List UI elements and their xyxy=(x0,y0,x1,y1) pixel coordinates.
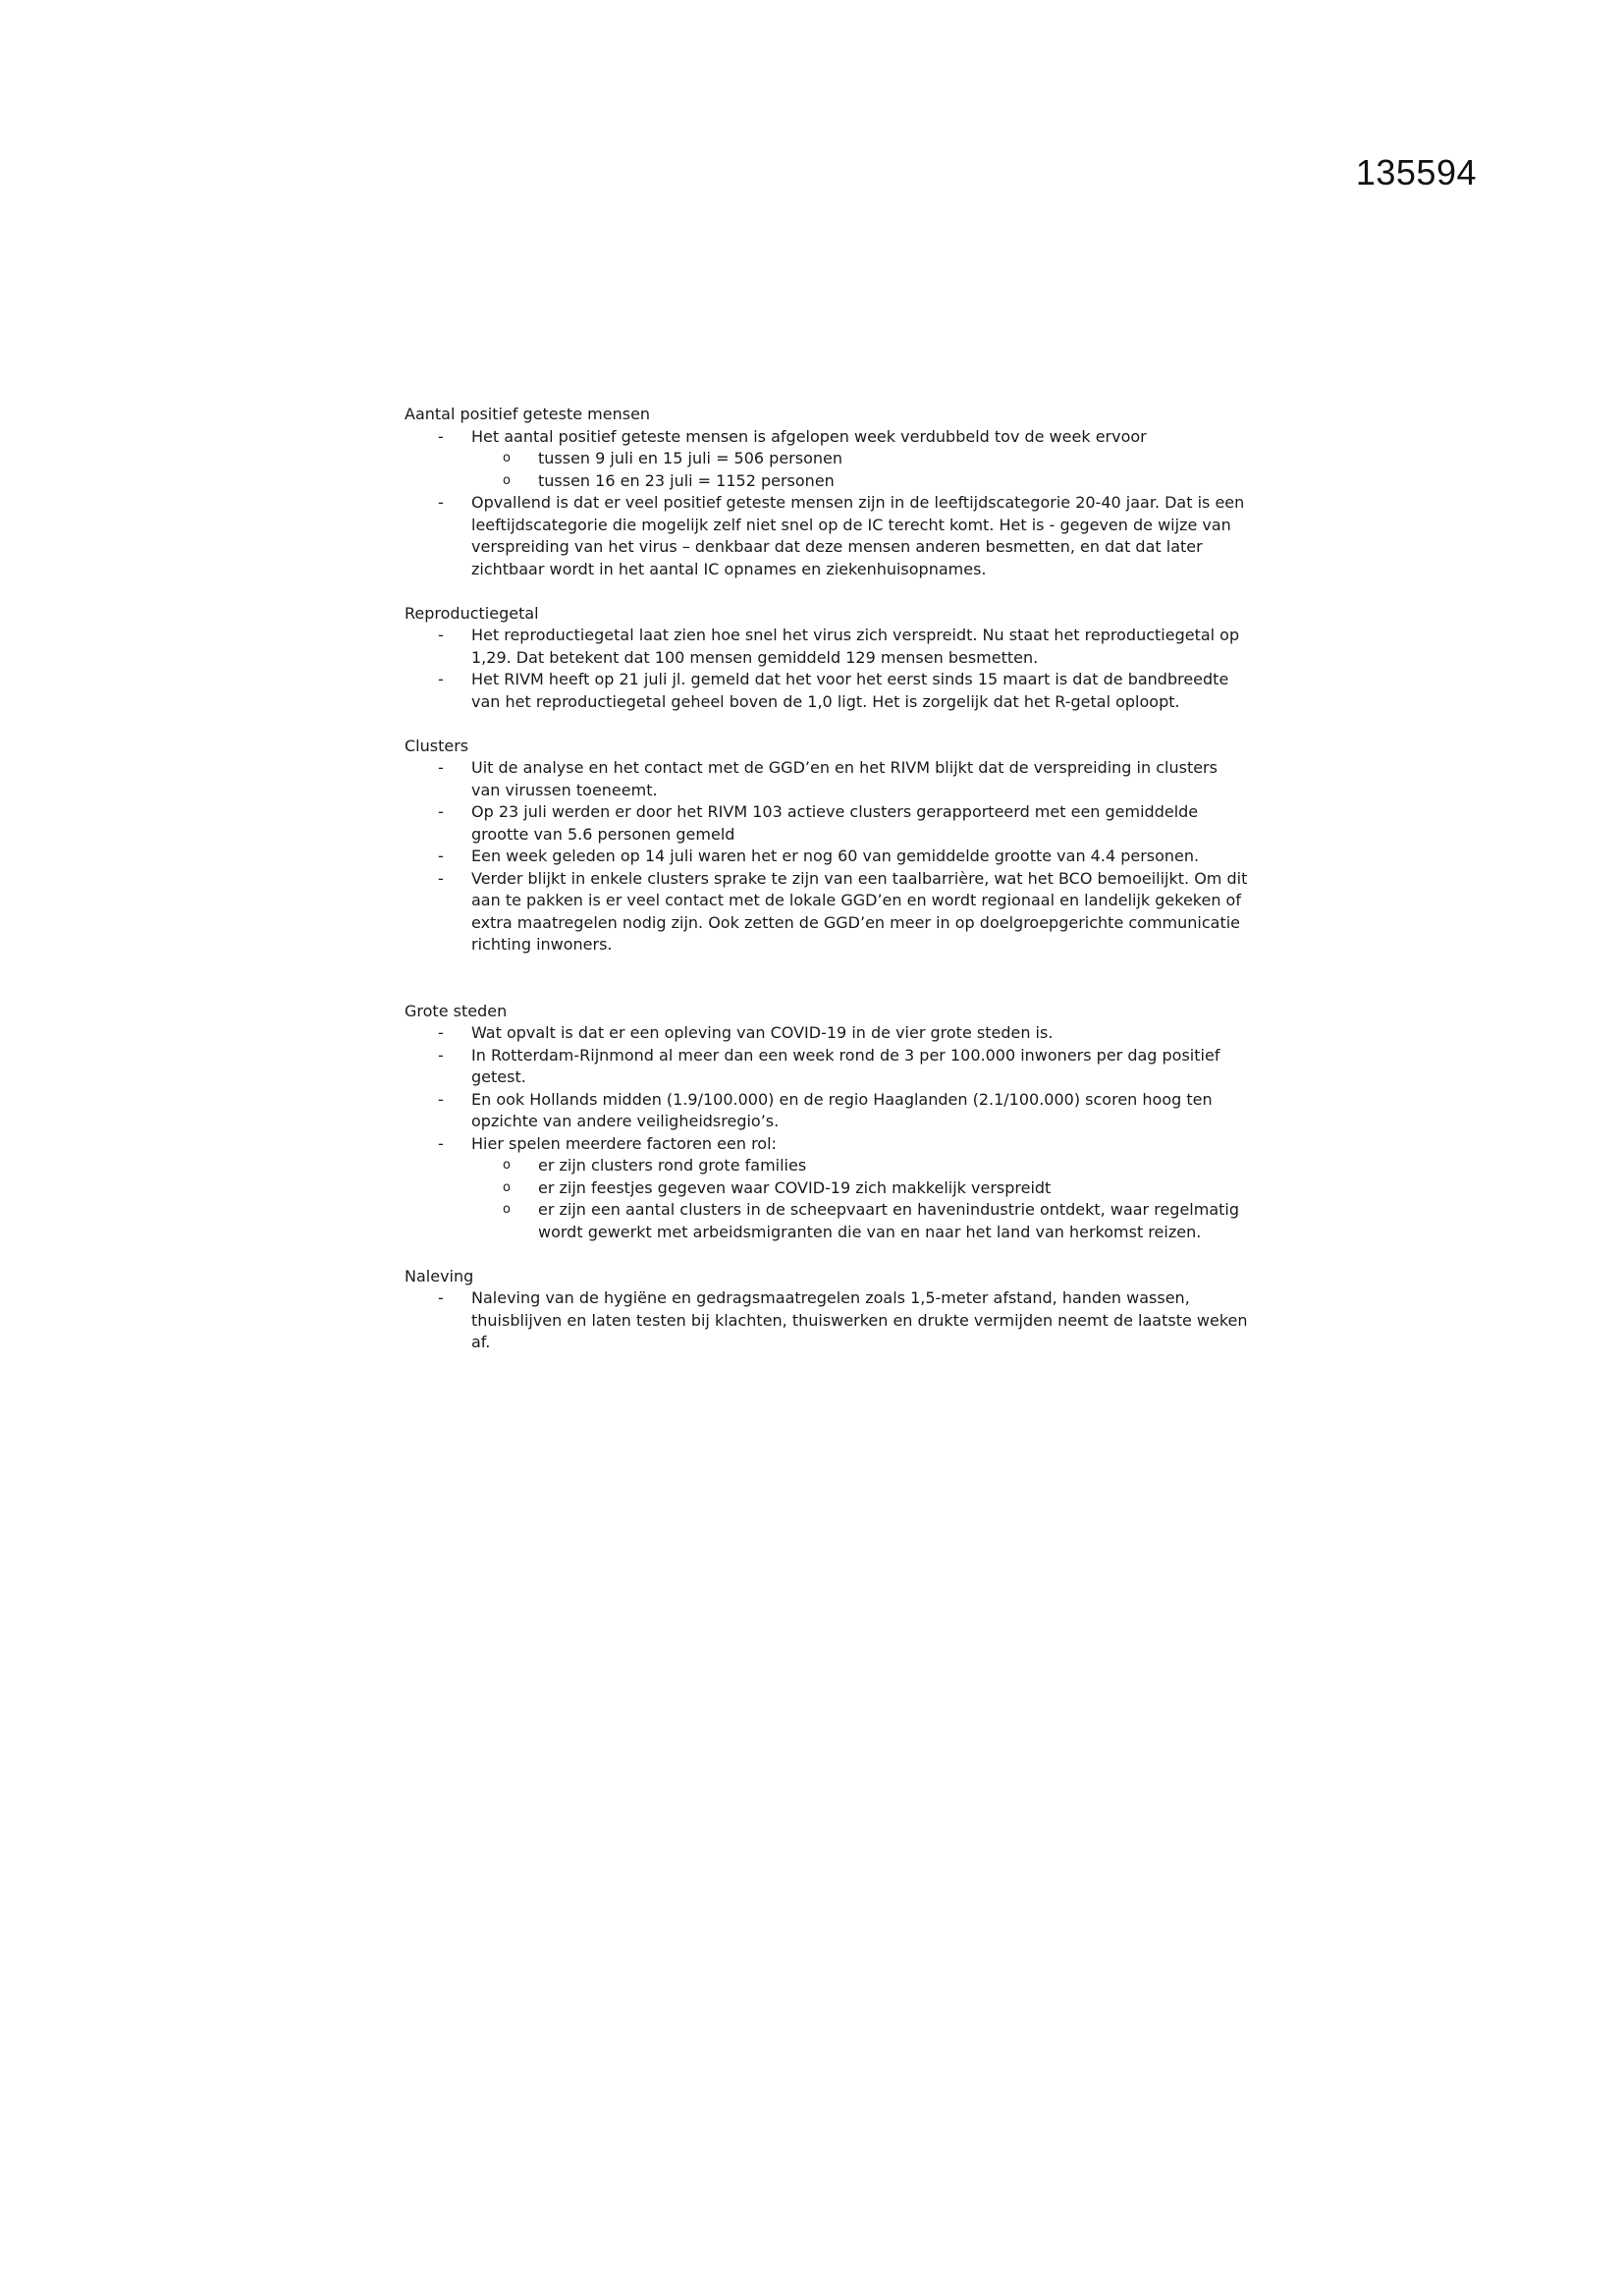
dash-bullet-icon: - xyxy=(438,1288,444,1307)
list-item-text: Uit de analyse en het contact met de GGD’en en het RIVM blijkt dat de verspreiding in clusters van virussen toeneemt. xyxy=(471,758,1218,799)
dash-bullet-icon: - xyxy=(438,670,444,688)
list-item xyxy=(405,1133,1249,1244)
list-item-text: Opvallend is dat er veel positief geteste mensen zijn in de leeftijdscategorie 20-40 jaar. Dat is een leeftijdscategorie die mogelijk zelf niet snel op de IC terecht komt. Het is - gegeven de wijze van verspreiding van het virus – denkbaar dat deze mensen anderen besmetten, en dat dat later zichtbaar wordt in het aantal IC opnames en ziekenhuisopnames. xyxy=(471,493,1245,578)
sub-list-item xyxy=(471,1199,1249,1243)
section-heading: Naleving xyxy=(405,1266,474,1285)
dash-bullet-icon: - xyxy=(438,802,444,821)
list-item-text: In Rotterdam-Rijnmond al meer dan een week rond de 3 per 100.000 inwoners per dag positief getest. xyxy=(471,1045,1220,1086)
sub-list-item-text: er zijn een aantal clusters in de scheepvaart en havenindustrie ontdekt, waar regelmatig wordt gewerkt met arbeidsmigranten die van en naar het land van herkomst reizen. xyxy=(538,1200,1239,1241)
list-item xyxy=(405,868,1249,957)
list-item xyxy=(405,1045,1249,1089)
section-reproductiegetal xyxy=(405,603,1249,714)
circle-bullet-icon: o xyxy=(503,1158,511,1173)
section-heading: Reproductiegetal xyxy=(405,603,539,623)
list-item xyxy=(405,625,1249,669)
bullet-list xyxy=(405,757,1249,957)
section-clusters xyxy=(405,736,1249,957)
dash-bullet-icon: - xyxy=(438,758,444,777)
sub-list-item-text: er zijn feestjes gegeven waar COVID-19 zich makkelijk verspreidt xyxy=(538,1177,1052,1197)
sub-list-item xyxy=(471,1177,1249,1200)
list-item xyxy=(405,492,1249,580)
list-item xyxy=(405,1022,1249,1045)
dash-bullet-icon: - xyxy=(438,1023,444,1042)
section-heading: Clusters xyxy=(405,736,469,755)
bullet-list xyxy=(405,1022,1249,1243)
sub-list-item xyxy=(471,470,1249,493)
list-item xyxy=(405,426,1249,493)
section-aantal-positief xyxy=(405,404,1249,580)
section-naleving xyxy=(405,1266,1249,1354)
sub-list-item-text: er zijn clusters rond grote families xyxy=(538,1156,807,1175)
dash-bullet-icon: - xyxy=(438,626,444,644)
list-item xyxy=(405,757,1249,801)
sub-list-item-text: tussen 9 juli en 15 juli = 506 personen xyxy=(538,449,843,467)
dash-bullet-icon: - xyxy=(438,1133,444,1153)
list-item-text: Wat opvalt is dat er een opleving van COVID-19 in de vier grote steden is. xyxy=(471,1023,1054,1042)
sub-list-item xyxy=(471,448,1249,470)
bullet-list xyxy=(405,625,1249,713)
list-item xyxy=(405,801,1249,846)
list-item-text: Op 23 juli werden er door het RIVM 103 actieve clusters gerapporteerd met een gemiddelde grootte van 5.6 personen gemeld xyxy=(471,802,1199,844)
list-item-text: Verder blijkt in enkele clusters sprake te zijn van een taalbarrière, wat het BCO bemoeilijkt. Om dit aan te pakken is er veel contact met de lokale GGD’en en wordt regionaal en landelijk gekeken of extra maatregelen nodig zijn. Ook zetten de GGD’en meer in op doelgroepgerichte communicatie richting inwoners. xyxy=(471,868,1248,954)
section-heading: Grote steden xyxy=(405,1001,508,1020)
bullet-list xyxy=(405,1287,1249,1354)
dash-bullet-icon: - xyxy=(438,847,444,865)
list-item-text: Het aantal positief geteste mensen is afgelopen week verdubbeld tov de week ervoor xyxy=(471,426,1147,446)
circle-bullet-icon: o xyxy=(503,472,511,488)
section-heading: Aantal positief geteste mensen xyxy=(405,405,651,423)
list-item-text: Het RIVM heeft op 21 juli jl. gemeld dat het voor het eerst sinds 15 maart is dat de bandbreedte van het reproductiegetal geheel boven de 1,0 ligt. Het is zorgelijk dat het R-getal oploopt. xyxy=(471,670,1229,711)
sub-list-item xyxy=(471,1155,1249,1177)
dash-bullet-icon: - xyxy=(438,493,444,512)
bullet-list xyxy=(405,426,1249,581)
dash-bullet-icon: - xyxy=(438,868,444,888)
list-item xyxy=(405,846,1249,868)
section-grote-steden xyxy=(405,1001,1249,1244)
dash-bullet-icon: - xyxy=(438,1089,444,1109)
sub-bullet-list xyxy=(471,1155,1249,1243)
dash-bullet-icon: - xyxy=(438,1045,444,1065)
circle-bullet-icon: o xyxy=(503,1202,511,1217)
sub-list-item-text: tussen 16 en 23 juli = 1152 personen xyxy=(538,470,835,490)
list-item-text: Een week geleden op 14 juli waren het er nog 60 van gemiddelde grootte van 4.4 personen. xyxy=(471,847,1200,865)
circle-bullet-icon: o xyxy=(503,1179,511,1195)
sub-bullet-list xyxy=(471,448,1249,492)
circle-bullet-icon: o xyxy=(503,451,511,465)
dash-bullet-icon: - xyxy=(438,426,444,446)
list-item-text: En ook Hollands midden (1.9/100.000) en de regio Haaglanden (2.1/100.000) scoren hoog ten opzichte van andere veiligheidsregio’s. xyxy=(471,1089,1213,1130)
list-item xyxy=(405,1089,1249,1133)
list-item xyxy=(405,669,1249,713)
document-body xyxy=(405,404,1249,1376)
list-item xyxy=(405,1287,1249,1354)
list-item-text: Hier spelen meerdere factoren een rol: xyxy=(471,1133,777,1153)
list-item-text: Naleving van de hygiëne en gedragsmaatregelen zoals 1,5-meter afstand, handen wassen, thuisblijven en laten testen bij klachten, thuiswerken en drukte vermijden neemt de laatste weken af. xyxy=(471,1288,1248,1351)
document-number: 135594 xyxy=(1355,152,1477,192)
list-item-text: Het reproductiegetal laat zien hoe snel het virus zich verspreidt. Nu staat het reproductiegetal op 1,29. Dat betekent dat 100 mensen gemiddeld 129 mensen besmetten. xyxy=(471,626,1240,667)
